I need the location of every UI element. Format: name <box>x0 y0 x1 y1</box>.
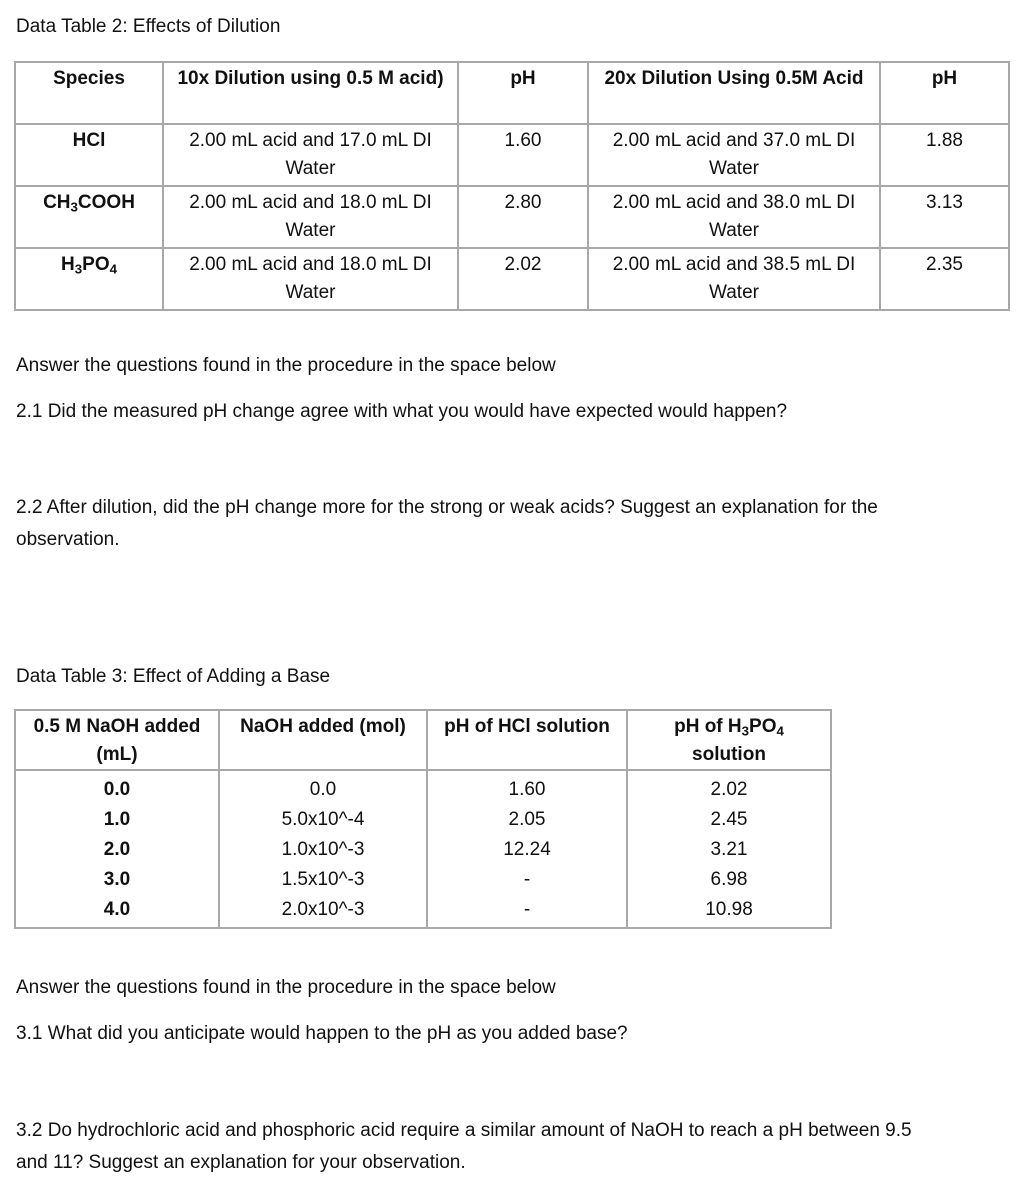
ph-hcl-cell: - <box>427 895 627 928</box>
header-ph-hcl: pH of HCl solution <box>427 710 627 770</box>
naoh-mol-cell: 1.0x10^-3 <box>219 835 427 865</box>
question-3-1: 3.1 What did you anticipate would happen to the pH as you added base? <box>16 1023 628 1044</box>
header-species: Species <box>15 62 163 124</box>
dilution-10x-cell: 2.00 mL acid and 17.0 mL DI Water <box>163 124 458 186</box>
table-header-row <box>15 62 1009 124</box>
naoh-ml-cell: 2.0 <box>15 835 219 865</box>
question-3-2: 3.2 Do hydrochloric acid and phosphoric acid require a similar amount of NaOH to reach a pH between 9.5 and 11? Suggest an explanation for your observation. <box>16 1120 912 1173</box>
ph-h3po4-cell: 2.45 <box>627 805 831 835</box>
ph-hcl-cell: 1.60 <box>427 770 627 805</box>
species-cell: HCl <box>15 124 163 186</box>
table-row <box>15 805 831 835</box>
table-row <box>15 895 831 928</box>
ph-20x-cell: 2.35 <box>880 248 1009 310</box>
dilution-10x-cell: 2.00 mL acid and 18.0 mL DI Water <box>163 186 458 248</box>
table-row <box>15 835 831 865</box>
ph-h3po4-cell: 2.02 <box>627 770 831 805</box>
table-header-row <box>15 710 831 770</box>
naoh-ml-cell: 4.0 <box>15 895 219 928</box>
dilution-20x-cell: 2.00 mL acid and 38.0 mL DI Water <box>588 186 880 248</box>
naoh-mol-cell: 0.0 <box>219 770 427 805</box>
naoh-mol-cell: 2.0x10^-3 <box>219 895 427 928</box>
header-naoh-mol: NaOH added (mol) <box>219 710 427 770</box>
ph-hcl-cell: - <box>427 865 627 895</box>
header-ph-20x: pH <box>880 62 1009 124</box>
naoh-ml-cell: 3.0 <box>15 865 219 895</box>
ph-20x-cell: 1.88 <box>880 124 1009 186</box>
table-row <box>15 865 831 895</box>
table-row <box>15 186 1009 248</box>
table-row <box>15 124 1009 186</box>
ph-20x-cell: 3.13 <box>880 186 1009 248</box>
ph-10x-cell: 2.02 <box>458 248 588 310</box>
table2-caption: Data Table 2: Effects of Dilution <box>16 16 281 37</box>
table3-caption: Data Table 3: Effect of Adding a Base <box>16 666 331 687</box>
dilution-20x-cell: 2.00 mL acid and 37.0 mL DI Water <box>588 124 880 186</box>
header-naoh-ml: 0.5 M NaOH added (mL) <box>15 710 219 770</box>
naoh-mol-cell: 1.5x10^-3 <box>219 865 427 895</box>
ph-hcl-cell: 2.05 <box>427 805 627 835</box>
table-row <box>15 770 831 805</box>
dilution-20x-cell: 2.00 mL acid and 38.5 mL DI Water <box>588 248 880 310</box>
section3-instruction: Answer the questions found in the procedure in the space below <box>16 977 556 998</box>
ph-h3po4-cell: 10.98 <box>627 895 831 928</box>
ph-10x-cell: 2.80 <box>458 186 588 248</box>
dilution-10x-cell: 2.00 mL acid and 18.0 mL DI Water <box>163 248 458 310</box>
naoh-ml-cell: 0.0 <box>15 770 219 805</box>
ph-hcl-cell: 12.24 <box>427 835 627 865</box>
table-row <box>15 248 1009 310</box>
header-10x-dilution: 10x Dilution using 0.5 M acid) <box>163 62 458 124</box>
header-ph-h3po4: pH of $H_3PO_4$ solution <box>627 710 831 770</box>
section2-instruction: Answer the questions found in the procedure in the space below <box>16 355 556 376</box>
species-cell: $CH_3COOH$ <box>15 186 163 248</box>
ph-h3po4-cell: 3.21 <box>627 835 831 865</box>
ph-h3po4-cell: 6.98 <box>627 865 831 895</box>
question-2-1: 2.1 Did the measured pH change agree with what you would have expected would happen? <box>16 401 788 422</box>
header-20x-dilution: 20x Dilution Using 0.5M Acid <box>588 62 880 124</box>
header-ph-10x: pH <box>458 62 588 124</box>
base-addition-table <box>14 709 832 929</box>
question-2-2: 2.2 After dilution, did the pH change more for the strong or weak acids? Suggest an explanation for the observation. <box>16 497 878 550</box>
species-cell: $H_3PO_4$ <box>15 248 163 310</box>
ph-10x-cell: 1.60 <box>458 124 588 186</box>
dilution-table <box>14 61 1010 311</box>
naoh-mol-cell: 5.0x10^-4 <box>219 805 427 835</box>
naoh-ml-cell: 1.0 <box>15 805 219 835</box>
